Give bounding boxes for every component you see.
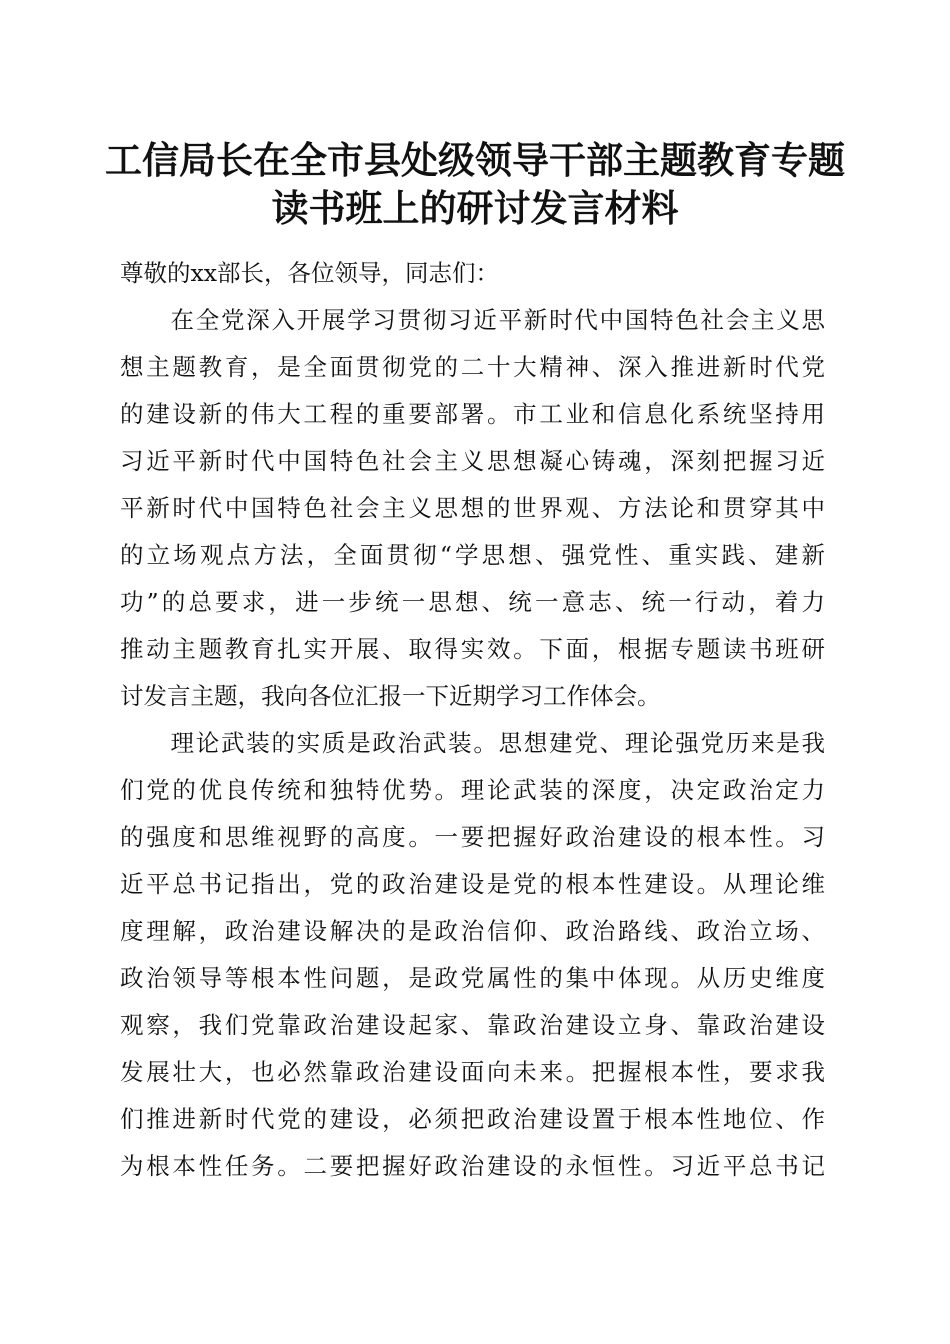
paragraph-line: 们推进新时代党的建设，必须把政治建设置于根本性地位、作 — [120, 1105, 825, 1133]
paragraph-line: 功”的总要求，进一步统一思想、统一意志、统一行动，着力 — [120, 588, 825, 616]
paragraph-line: 理论武装的实质是政治武装。思想建党、理论强党历来是我 — [120, 729, 825, 757]
paragraph-line: 的立场观点方法，全面贯彻“学思想、强党性、重实践、建新 — [120, 541, 825, 569]
document-title — [80, 136, 870, 232]
document-body — [120, 250, 825, 1190]
paragraph-1 — [120, 297, 825, 720]
salutation: 尊敬的xx部长，各位领导，同志们： — [120, 259, 500, 287]
paragraph-line: 政治领导等根本性问题，是政党属性的集中体现。从历史维度 — [120, 964, 825, 992]
paragraph-line: 习近平新时代中国特色社会主义思想凝心铸魂，深刻把握习近 — [120, 447, 825, 475]
paragraph-line: 们党的优良传统和独特优势。理论武装的深度，决定政治定力 — [120, 776, 825, 804]
paragraph-line: 的强度和思维视野的高度。一要把握好政治建设的根本性。习 — [120, 823, 825, 851]
paragraph-line: 观察，我们党靠政治建设起家、靠政治建设立身、靠政治建设 — [120, 1011, 825, 1039]
paragraph-2 — [120, 720, 825, 1190]
paragraph-line: 讨发言主题，我向各位汇报一下近期学习工作体会。 — [120, 682, 661, 710]
paragraph-line: 想主题教育，是全面贯彻党的二十大精神、深入推进新时代党 — [120, 353, 825, 381]
title-line-1: 工信局长在全市县处级领导干部主题教育专题 — [105, 138, 845, 182]
paragraph-line: 近平总书记指出，党的政治建设是党的根本性建设。从理论维 — [120, 870, 825, 898]
paragraph-line: 的建设新的伟大工程的重要部署。市工业和信息化系统坚持用 — [120, 400, 825, 428]
paragraph-line: 在全党深入开展学习贯彻习近平新时代中国特色社会主义思 — [120, 306, 825, 334]
paragraph-line: 平新时代中国特色社会主义思想的世界观、方法论和贯穿其中 — [120, 494, 825, 522]
title-line-2: 读书班上的研讨发言材料 — [271, 186, 679, 230]
paragraph-line: 为根本性任务。二要把握好政治建设的永恒性。习近平总书记 — [120, 1152, 825, 1180]
paragraph-line: 推动主题教育扎实开展、取得实效。下面，根据专题读书班研 — [120, 635, 825, 663]
paragraph-line: 发展壮大，也必然靠政治建设面向未来。把握根本性，要求我 — [120, 1058, 825, 1086]
paragraph-line: 度理解，政治建设解决的是政治信仰、政治路线、政治立场、 — [120, 917, 825, 945]
